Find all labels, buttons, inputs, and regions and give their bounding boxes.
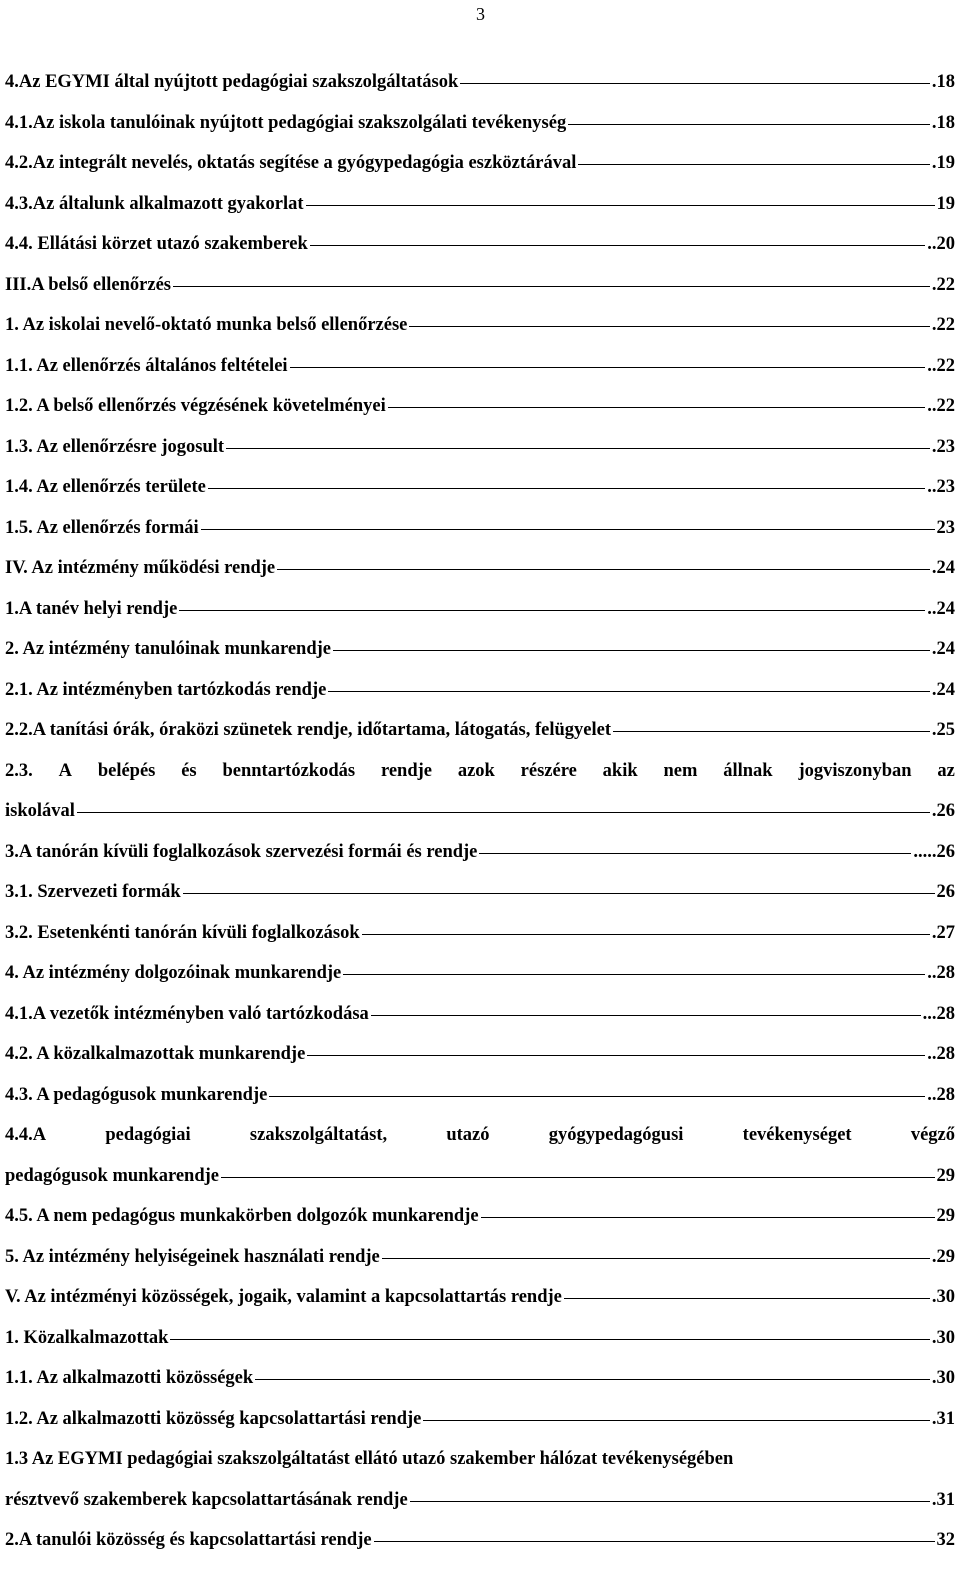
toc-entry-page: .18 [931,72,955,92]
toc-entry [5,1490,955,1531]
toc-entry-page: .27 [931,922,955,943]
toc-entry-title: 4. Az intézmény dolgozóinak munkarendje [5,963,342,983]
toc-entry [5,1085,955,1126]
toc-entry-title: 1.A tanév helyi rendje [5,598,178,619]
toc-entry-word: részére [520,760,577,781]
toc-entry-page: .30 [931,1368,955,1388]
toc-entry-title: 2.2.A tanítási órák, óraközi szünetek rendje, időtartama, látogatás, felügyelet [5,720,611,740]
toc-entry-page: 32 [936,1530,955,1550]
toc-entry [5,680,955,721]
toc-entry [5,801,955,842]
toc-leader-line [226,448,930,449]
toc-entry-word: gyógypedagógusi [548,1125,684,1145]
toc-entry-title: 3.2. Esetenkénti tanórán kívüli foglalkozások [5,922,360,943]
toc-entry-word: és [181,760,197,781]
toc-entry-title: 1.2. A belső ellenőrzés végzésének követelményei [5,396,386,416]
toc-entry-title: 1.5. Az ellenőrzés formái [5,517,199,538]
toc-entry-word: az [937,760,955,781]
toc-entry-word: benntartózkodás [222,760,356,781]
toc-leader-line [362,934,930,935]
toc-entry-page: .30 [931,1287,955,1307]
toc-entry-title: 1.3 Az EGYMI pedagógiai szakszolgáltatást ellátó utazó szakember hálózat tevékenységében [5,1449,734,1469]
toc-entry [5,1449,955,1490]
toc-entry-page: 26 [936,882,955,902]
toc-leader-line [388,407,926,408]
toc-entry-page: .24 [931,558,955,578]
toc-entry-page: .....26 [913,841,955,862]
toc-leader-line [409,326,930,327]
toc-entry [5,72,955,113]
toc-entry-page: ..28 [927,1084,955,1105]
toc-entry-title: 4.Az EGYMI által nyújtott pedagógiai szakszolgáltatások [5,72,459,92]
table-of-contents [5,72,955,1571]
toc-leader-line [460,83,930,84]
page-number: 3 [476,4,485,24]
toc-leader-line [613,731,930,732]
toc-entry-title: 4.4. Ellátási körzet utazó szakemberek [5,234,308,254]
toc-entry-page: .30 [931,1327,955,1348]
toc-entry-page: 29 [936,1165,955,1186]
toc-entry [5,1287,955,1328]
toc-entry-word: utazó [446,1125,490,1145]
toc-entry [5,1044,955,1085]
toc-entry [5,518,955,559]
toc-leader-line [77,812,930,813]
toc-entry-title: 4.3. A pedagógusok munkarendje [5,1084,268,1105]
toc-entry [5,437,955,478]
toc-entry-title: iskolával [5,801,75,821]
toc-entry-word: azok [457,760,495,781]
toc-leader-line [564,1298,930,1299]
toc-entry-word: nem [663,760,698,781]
toc-leader-line [201,529,935,530]
toc-leader-line [255,1379,930,1380]
toc-entry-word: szakszolgáltatást, [249,1125,388,1145]
toc-entry [5,923,955,964]
toc-entry-page: .24 [931,639,955,659]
toc-leader-line [290,367,926,368]
toc-leader-line [208,488,925,489]
toc-entry-title: 1.4. Az ellenőrzés területe [5,477,206,497]
toc-entry-word: akik [602,760,638,781]
toc-entry [5,1004,955,1045]
toc-entry [5,477,955,518]
toc-entry-page: .31 [931,1408,955,1429]
toc-leader-line [410,1501,930,1502]
toc-entry-title: 4.1.Az iskola tanulóinak nyújtott pedagógiai szakszolgálati tevékenység [5,112,567,133]
toc-entry-page: .23 [931,436,955,457]
toc-entry [5,599,955,640]
toc-entry [5,842,955,883]
toc-entry-page: ..23 [927,477,955,497]
toc-entry [5,356,955,397]
toc-leader-line [307,1055,925,1056]
toc-entry-title: 4.5. A nem pedagógus munkakörben dolgozók munkarendje [5,1206,479,1226]
toc-entry-word: jogviszonyban [798,760,912,781]
toc-entry [5,882,955,923]
toc-entry-word: pedagógiai [105,1125,191,1145]
toc-entry [5,1166,955,1207]
toc-entry [5,1125,955,1166]
toc-entry-page: .24 [931,679,955,700]
toc-entry [5,720,955,761]
toc-entry-title: V. Az intézményi közösségek, jogaik, valamint a kapcsolattartás rendje [5,1287,562,1307]
toc-entry [5,315,955,356]
toc-leader-line [382,1258,930,1259]
toc-leader-line [481,1217,935,1218]
toc-leader-line [173,286,930,287]
toc-entry [5,153,955,194]
toc-entry [5,1206,955,1247]
toc-entry-title: 3.A tanórán kívüli foglalkozások szervezési formái és rendje [5,841,478,862]
toc-leader-line [578,164,930,165]
toc-entry-page: .25 [931,720,955,740]
toc-entry-page: ..22 [927,396,955,416]
toc-entry-title: 2.1. Az intézményben tartózkodás rendje [5,679,327,700]
toc-leader-line [183,893,935,894]
toc-leader-line [568,124,930,125]
toc-entry-page: 19 [936,193,955,214]
toc-entry-page: 23 [936,517,955,538]
toc-entry-page: ..20 [927,234,955,254]
toc-leader-line [343,974,925,975]
toc-entry-title: 4.1.A vezetők intézményben való tartózkodása [5,1003,369,1024]
toc-entry-word: belépés [97,760,156,781]
toc-entry-word: tevékenységet [742,1125,852,1145]
toc-leader-line [306,205,935,206]
toc-entry-title: 1. Közalkalmazottak [5,1327,169,1348]
toc-leader-line [423,1420,929,1421]
toc-entry-title: 2.A tanulói közösség és kapcsolattartási rendje [5,1530,372,1550]
toc-leader-line [269,1096,925,1097]
toc-entry-title: 4.2.Az integrált nevelés, oktatás segítése a gyógypedagógia eszköztárával [5,153,577,173]
toc-entry-page: ..28 [927,963,955,983]
toc-entry-title: 1.1. Az alkalmazotti közösségek [5,1368,254,1388]
toc-entry-page: ...28 [922,1003,955,1024]
toc-entry-page: .26 [931,801,955,821]
toc-entry-title: III.A belső ellenőrzés [5,274,171,295]
toc-entry-title: 2. Az intézmény tanulóinak munkarendje [5,639,332,659]
toc-entry-page: .29 [931,1246,955,1267]
toc-entry-page: 29 [936,1206,955,1226]
toc-entry [5,761,955,802]
toc-entry-title: 3.1. Szervezeti formák [5,882,181,902]
toc-entry [5,1409,955,1450]
toc-entry-title: 1.1. Az ellenőrzés általános feltételei [5,355,288,376]
toc-leader-line [479,853,911,854]
toc-entry-title: 5. Az intézmény helyiségeinek használati rendje [5,1246,380,1267]
toc-entry [5,396,955,437]
toc-entry-title: IV. Az intézmény működési rendje [5,558,276,578]
toc-entry [5,113,955,154]
toc-entry-page: .22 [931,315,955,335]
toc-entry-title: 1.2. Az alkalmazotti közösség kapcsolattartási rendje [5,1408,422,1429]
toc-entry-word: rendje [380,760,432,781]
toc-entry-page: .22 [931,274,955,295]
toc-entry-page: ..24 [927,598,955,619]
toc-entry-title: résztvevő szakemberek kapcsolattartásának rendje [5,1489,408,1510]
toc-entry [5,558,955,599]
toc-entry-title: pedagógusok munkarendje [5,1165,220,1186]
toc-entry [5,1247,955,1288]
toc-entry-word: állnak [723,760,773,781]
toc-leader-line [310,245,925,246]
toc-entry-title: 1. Az iskolai nevelő-oktató munka belső ellenőrzése [5,315,408,335]
toc-entry-title: 1.3. Az ellenőrzésre jogosult [5,436,225,457]
toc-entry [5,234,955,275]
toc-entry [5,963,955,1004]
toc-entry [5,275,955,316]
toc-leader-line [374,1541,935,1542]
toc-entry [5,1368,955,1409]
toc-entry-page: ..22 [927,355,955,376]
toc-entry-page: .19 [931,153,955,173]
toc-leader-line [333,650,930,651]
toc-entry-page: .18 [931,112,955,133]
toc-entry-word: 2.3. [5,760,33,781]
toc-leader-line [328,691,930,692]
toc-entry-word: végző [910,1125,955,1145]
toc-entry [5,1328,955,1369]
toc-leader-line [179,610,925,611]
toc-entry-word: A [58,760,72,781]
toc-entry-word: 4.4.A [5,1125,47,1145]
toc-entry-page: .31 [931,1489,955,1510]
toc-leader-line [371,1015,921,1016]
toc-leader-line [170,1339,929,1340]
toc-entry-title: 4.2. A közalkalmazottak munkarendje [5,1044,306,1064]
toc-leader-line [277,569,930,570]
toc-entry-title: 4.3.Az általunk alkalmazott gyakorlat [5,193,304,214]
toc-entry-page: ..28 [927,1044,955,1064]
toc-entry [5,194,955,235]
toc-entry [5,639,955,680]
toc-entry [5,1530,955,1571]
toc-leader-line [221,1177,934,1178]
